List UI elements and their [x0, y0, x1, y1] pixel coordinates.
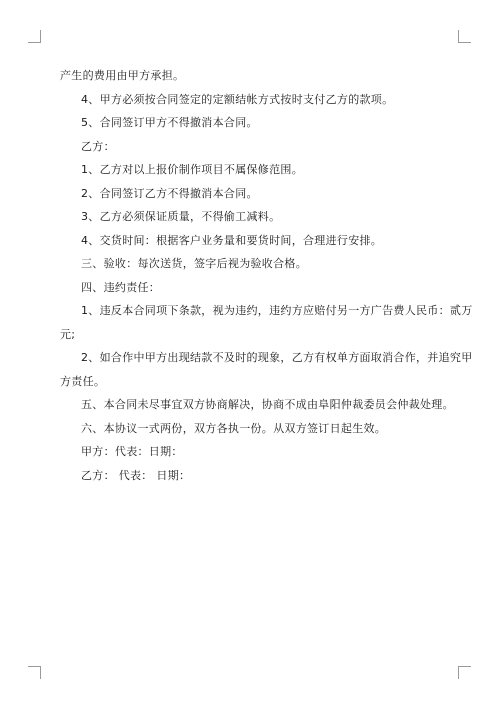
- section-heading: 六、本协议一式两份，双方各执一份。从双方签订日起生效。: [81, 421, 387, 435]
- section-heading: 四、违约责任：: [81, 280, 161, 294]
- paragraph-line: 元;: [60, 327, 76, 341]
- paragraph-line: 4、甲方必须按合同签定的定额结帐方式按时支付乙方的款项。: [81, 92, 394, 106]
- crop-mark-bottom-left: [28, 666, 41, 679]
- crop-mark-top-right: [458, 30, 471, 43]
- paragraph-line: 1、违反本合同项下条款，视为违约，违约方应赔付另一方广告费人民币：贰万: [81, 304, 473, 317]
- paragraph-line: 2、合同签订乙方不得撤消本合同。: [81, 186, 258, 200]
- paragraph-line: 1、乙方对以上报价制作项目不属保修范围。: [81, 163, 303, 176]
- section-heading: 乙方：: [81, 139, 115, 153]
- crop-mark-bottom-right: [458, 666, 471, 679]
- section-heading: 五、本合同未尽事宜双方协商解决，协商不成由阜阳仲裁委员会仲裁处理。: [81, 398, 454, 411]
- document-body: [60, 64, 473, 487]
- paragraph-line: 2、如合作中甲方出现结款不及时的现象，乙方有权单方面取消合作，并追究甲: [81, 351, 473, 364]
- paragraph-line: 4、交货时间：根据客户业务量和要货时间，合理进行安排。: [81, 233, 383, 247]
- crop-mark-top-left: [28, 30, 41, 43]
- paragraph-line: 3、乙方必须保证质量，不得偷工减料。: [81, 210, 281, 223]
- paragraph-line: 方责任。: [60, 374, 106, 388]
- paragraph-line: 5、合同签订甲方不得撤消本合同。: [81, 116, 258, 129]
- signature-line-party-b: 乙方： 代表： 日期：: [81, 468, 191, 482]
- paragraph-line: 产生的费用由甲方承担。: [60, 69, 185, 82]
- signature-line-party-a: 甲方：代表：日期：: [81, 445, 183, 458]
- section-heading: 三、验收：每次送货，签字后视为验收合格。: [81, 257, 307, 270]
